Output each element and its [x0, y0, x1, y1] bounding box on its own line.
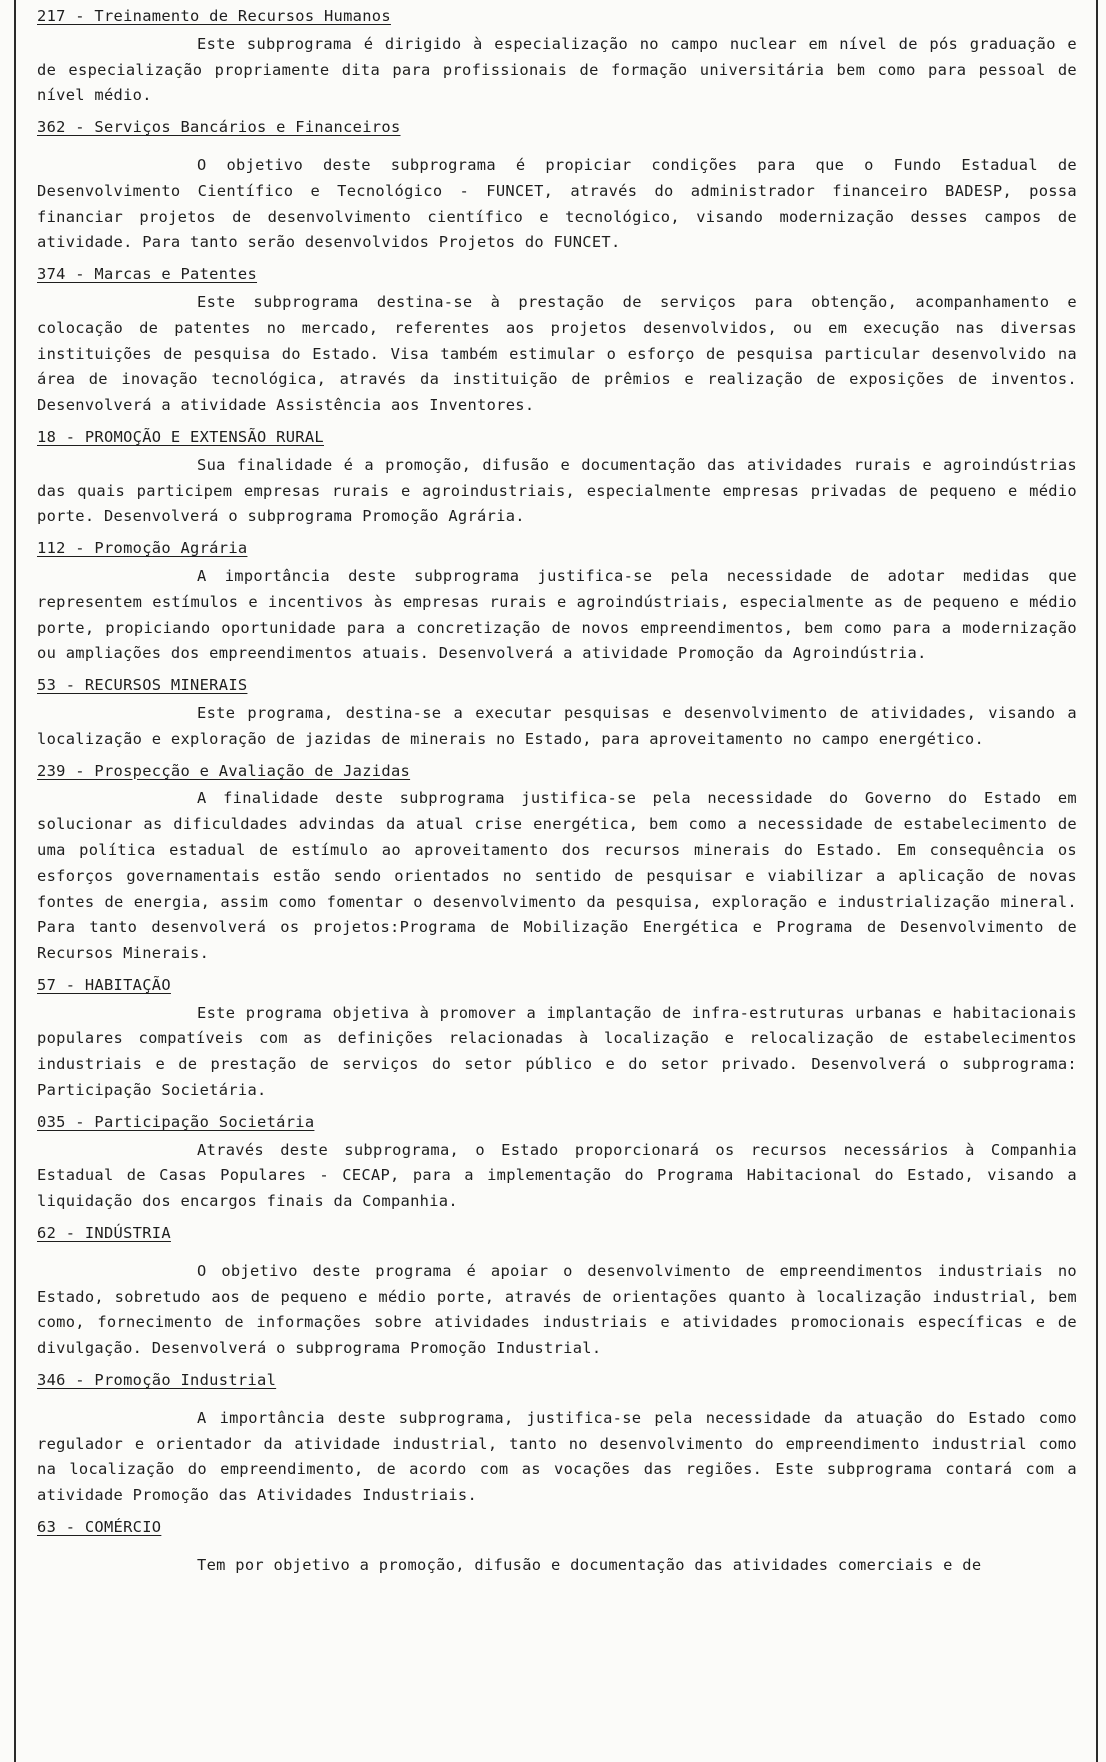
section-paragraph: Este programa objetiva à promover a implantação de infra-estruturas urbanas e habitacionais populares compatíveis com as definições relacionadas à localização e relocalização de estabelecimentos industriais e de prestação de serviços do setor público e do setor privado. Desenvolverá o subprograma: Participação Societária. [37, 1003, 1077, 1100]
section-paragraph: Sua finalidade é a promoção, difusão e documentação das atividades rurais e agroindústrias das quais participem empresas rurais e agroindustriais, especialmente empresas privadas de pequeno e médio porte. Desenvolverá o subprograma Promoção Agrária. [37, 455, 1077, 526]
section-paragraph: A importância deste subprograma, justifica-se pela necessidade da atuação do Estado como regulador e orientador da atividade industrial, tanto no desenvolvimento do empreendimento industrial como na localização do empreendimento, de acordo com as vocações das regiões. Este subprograma contará com a atividade Promoção das Atividades Industriais. [37, 1408, 1077, 1505]
section-paragraph: Tem por objetivo a promoção, difusão e documentação das atividades comerciais e de [197, 1555, 982, 1574]
right-margin-rule [1096, 0, 1098, 1762]
section-heading: 217 - Treinamento de Recursos Humanos [37, 7, 391, 25]
section-paragraph: Este subprograma é dirigido à especialização no campo nuclear em nível de pós graduação e de especialização propriamente dita para profissionais de formação universitária bem como para pessoal de nível médio. [37, 34, 1077, 105]
section-heading: 63 - COMÉRCIO [37, 1518, 162, 1537]
section-63 [37, 1515, 1077, 1579]
section-53 [37, 673, 1077, 752]
section-heading: 362 - Serviços Bancários e Financeiros [37, 118, 401, 137]
section-paragraph: A importância deste subprograma justifica-se pela necessidade de adotar medidas que representem estímulos e incentivos às empresas rurais e agroindústriais, especialmente as de pequeno e médio porte, propiciando oportunidade para a concretização de novos empreendimentos, bem como para a modernização ou ampliações dos empreendimentos atuais. Desenvolverá a atividade Promoção da Agroindústria. [37, 566, 1077, 663]
section-paragraph: Este subprograma destina-se à prestação de serviços para obtenção, acompanhamento e colocação de patentes no mercado, referentes aos projetos desenvolvidos, ou em execução nas diversas instituições de pesquisa do Estado. Visa também estimular o esforço de pesquisa particular desenvolvido na área de inovação tecnológica, através da instituição de prêmios e realização de exposições de inventos. Desenvolverá a atividade Assistência aos Inventores. [37, 292, 1077, 415]
section-heading: 112 - Promoção Agrária [37, 539, 248, 558]
left-margin-rule [14, 0, 16, 1762]
section-heading: 035 - Participação Societária [37, 1112, 315, 1131]
section-112 [37, 536, 1077, 667]
section-heading: 346 - Promoção Industrial [37, 1371, 277, 1390]
section-346 [37, 1368, 1077, 1509]
document-text-column [37, 4, 1077, 1585]
section-paragraph: Este programa, destina-se a executar pesquisas e desenvolvimento de atividades, visando a localização e exploração de jazidas de minerais no Estado, para aproveitamento no campo energético. [37, 703, 1077, 748]
section-paragraph: O objetivo deste subprograma é propiciar condições para que o Fundo Estadual de Desenvolvimento Científico e Tecnológico - FUNCET, através do administrador financeiro BADESP, possa financiar projetos de desenvolvimento científico e tecnológico, visando modernização desses campos de atividade. Para tanto serão desenvolvidos Projetos do FUNCET. [37, 155, 1077, 252]
section-362 [37, 115, 1077, 256]
section-heading: 18 - PROMOÇÃO E EXTENSÃO RURAL [37, 427, 324, 446]
section-paragraph: O objetivo deste programa é apoiar o desenvolvimento de empreendimentos industriais no Estado, sobretudo aos de pequeno e médio porte, através de orientações quanto à localização industrial, bem como, fornecimento de informações sobre atividades industriais e atividades promocionais específicas e de divulgação. Desenvolverá o subprograma Promoção Industrial. [37, 1261, 1077, 1358]
section-paragraph: Através deste subprograma, o Estado proporcionará os recursos necessários à Companhia Estadual de Casas Populares - CECAP, para a implementação do Programa Habitacional do Estado, visando a liquidação dos encargos finais da Companhia. [37, 1140, 1077, 1211]
section-heading: 62 - INDÚSTRIA [37, 1224, 171, 1243]
section-18 [37, 425, 1077, 530]
section-heading: 239 - Prospecção e Avaliação de Jazidas [37, 761, 411, 780]
section-heading: 53 - RECURSOS MINERAIS [37, 676, 248, 695]
section-57 [37, 973, 1077, 1104]
section-heading: 374 - Marcas e Patentes [37, 265, 258, 284]
section-239 [37, 759, 1077, 967]
section-374 [37, 262, 1077, 419]
section-035 [37, 1110, 1077, 1215]
section-paragraph: A finalidade deste subprograma justifica-se pela necessidade do Governo do Estado em solucionar as dificuldades advindas da atual crise energética, bem como a necessidade de estabelecimento de uma política estadual de estímulo ao aproveitamento dos recursos minerais do Estado. Em consequência os esforços governamentais estão sendo orientados no sentido de pesquisar e viabilizar a aplicação de novas fontes de energia, assim como fomentar o desenvolvimento da pesquisa, exploração e industrialização mineral. Para tanto desenvolverá os projetos:Programa de Mobilização Energética e Programa de Desenvolvimento de Recursos Minerais. [37, 789, 1077, 963]
section-62 [37, 1221, 1077, 1362]
section-heading: 57 - HABITAÇÃO [37, 975, 171, 994]
section-217 [37, 4, 1077, 109]
